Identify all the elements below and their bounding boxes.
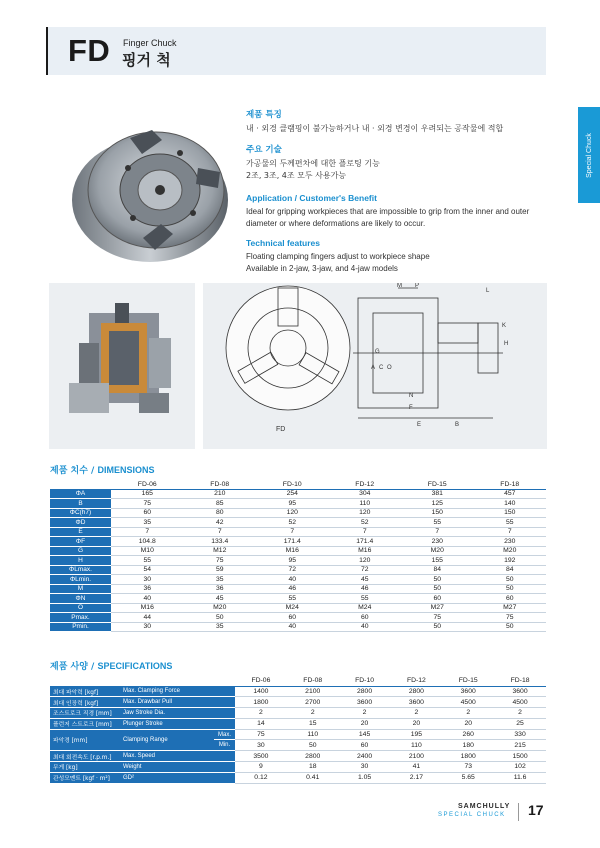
specifications-table [50,676,546,784]
dim-cell: 55 [329,594,402,604]
product-name-en: Finger Chuck [123,38,177,48]
table-row [50,622,546,632]
spec-col-header-2: FD-10 [339,676,391,686]
dim-cell: 52 [256,518,329,528]
spec-cell: 2 [339,708,391,719]
dim-cell: 50 [474,575,547,585]
dim-cell: 60 [111,508,184,518]
technical-drawing [203,283,547,449]
dim-cell: M20 [401,546,474,556]
dim-cell: 50 [474,622,547,632]
dim-row-label: ΦLmax. [50,565,111,575]
table-row [50,603,546,613]
dim-cell: 75 [401,613,474,623]
table-row [50,762,546,773]
brand-logo: SAMCHULLY [458,803,511,810]
spec-label-ko: 조스트로크 직경 [mm] [50,708,120,719]
dim-cell: M24 [329,603,402,613]
spec-cell: 9 [235,762,287,773]
dim-cell: 125 [401,499,474,509]
page-number: 17 [528,802,544,818]
dim-cell: 40 [329,622,402,632]
dim-cell: 50 [401,584,474,594]
spec-cell: 2 [287,708,339,719]
spec-cell: 30 [339,762,391,773]
dim-letter-m: M [397,283,402,289]
dim-cell: 75 [184,556,257,566]
dim-cell: 7 [256,527,329,537]
table-row [50,751,546,762]
spec-cell: 25 [494,718,546,729]
table-row [50,537,546,547]
dim-col-header-4: FD-15 [401,480,474,489]
spec-cell: 50 [287,740,339,751]
table-row [50,772,546,783]
spec-cell: 73 [442,762,494,773]
spec-cell: 2100 [287,686,339,697]
table-row [50,546,546,556]
dim-cell: M27 [401,603,474,613]
dim-row-label: ΦLmin. [50,575,111,585]
spec-cell: 1400 [235,686,287,697]
dim-col-header-0: FD-06 [111,480,184,489]
dim-cell: 60 [474,594,547,604]
spec-cell: 260 [442,729,494,740]
dim-cell: M20 [474,546,547,556]
dim-row-label: ΦC(h7) [50,508,111,518]
spec-cell: 3500 [235,751,287,762]
dim-row-label: G [50,546,111,556]
dim-row-label: B [50,499,111,509]
dim-letter-h: H [504,341,509,347]
table-row [50,527,546,537]
dim-cell: 254 [256,489,329,499]
spec-cell: 1800 [442,751,494,762]
spec-cell: 3600 [390,697,442,708]
dim-cell: 120 [329,508,402,518]
spec-col-header-3: FD-12 [390,676,442,686]
spec-cell: 5.65 [442,772,494,783]
table-row [50,575,546,585]
spec-cell: 195 [390,729,442,740]
side-tab-special-chuck [578,107,600,203]
spec-cell: 20 [390,718,442,729]
spec-label-en: Max. Clamping Force [120,686,235,697]
dim-cell: 60 [329,613,402,623]
table-row [50,584,546,594]
dim-cell: 171.4 [329,537,402,547]
dim-cell: M27 [474,603,547,613]
dim-cell: 40 [111,594,184,604]
spec-cell: 18 [287,762,339,773]
dim-row-label: Pmin. [50,622,111,632]
spec-cell: 2.17 [390,772,442,783]
en-benefit-line1: Ideal for gripping workpieces that are impossible to grip from the inner and outer [246,207,530,216]
dim-cell: 36 [111,584,184,594]
dim-row-label: ΦN [50,594,111,604]
dim-cell: 55 [256,594,329,604]
spec-cell: 60 [339,740,391,751]
dim-cell: 7 [329,527,402,537]
spec-cell: 3600 [339,697,391,708]
spec-cell: 2800 [390,686,442,697]
drawing-panel [203,283,547,449]
spec-sub-label-min: Min. [214,740,235,751]
dim-cell: 120 [329,556,402,566]
spec-cell: 1.05 [339,772,391,783]
dim-cell: 75 [111,499,184,509]
dim-cell: 44 [111,613,184,623]
spec-cell: 2100 [390,751,442,762]
spec-cell: 145 [339,729,391,740]
dim-cell: 140 [474,499,547,509]
title-bar [46,27,546,75]
dim-letter-c: C [379,365,384,371]
spec-label-en: Max. Drawbar Pull [120,697,235,708]
dim-cell: 95 [256,556,329,566]
table-row [50,686,546,697]
dim-cell: 40 [256,575,329,585]
cutaway-image-panel [49,283,195,449]
dim-cell: 104.8 [111,537,184,547]
dim-cell: 7 [111,527,184,537]
spec-label-en: GD² [120,772,235,783]
spec-cell: 2800 [339,686,391,697]
spec-cell: 110 [287,729,339,740]
dim-cell: 150 [401,508,474,518]
dim-cell: 55 [111,556,184,566]
dim-letter-e: E [417,422,422,428]
dim-cell: 72 [256,565,329,575]
specifications-heading: 제품 사양 / SPECIFICATIONS [50,661,173,672]
spec-label-en: Weight [120,762,235,773]
dim-cell: 230 [474,537,547,547]
spec-cell: 110 [390,740,442,751]
spec-col-header-4: FD-15 [442,676,494,686]
spec-cell: 20 [442,718,494,729]
spec-cell: 0.41 [287,772,339,783]
page-separator [518,803,519,821]
dim-cell: 35 [111,518,184,528]
dim-cell: 40 [256,622,329,632]
dim-col-header-2: FD-10 [256,480,329,489]
table-row [50,489,546,499]
dim-row-label: ΦF [50,537,111,547]
side-tab-label: Special Chuck [585,132,593,178]
dim-cell: 133.4 [184,537,257,547]
dim-col-header-3: FD-12 [329,480,402,489]
product-name-ko: 핑거 척 [122,51,171,69]
dim-cell: M16 [111,603,184,613]
spec-cell: 4500 [442,697,494,708]
dim-cell: 36 [184,584,257,594]
dim-cell: 210 [184,489,257,499]
spec-cell: 2700 [287,697,339,708]
dim-cell: 45 [329,575,402,585]
spec-cell: 15 [287,718,339,729]
dim-cell: 30 [111,575,184,585]
dim-cell: 50 [401,622,474,632]
table-row [50,499,546,509]
spec-cell: 3600 [494,686,546,697]
spec-cell: 102 [494,762,546,773]
dim-cell: 54 [111,565,184,575]
dim-cell: 35 [184,622,257,632]
spec-label-en: Clamping Range [120,729,214,751]
dim-cell: 45 [184,594,257,604]
dim-cell: 381 [401,489,474,499]
dim-cell: M24 [256,603,329,613]
features-block [246,108,566,275]
cutaway-image [49,283,195,449]
dim-cell: M12 [184,546,257,556]
table-row [50,508,546,518]
dim-cell: 7 [474,527,547,537]
dim-cell: 304 [329,489,402,499]
spec-cell: 1800 [235,697,287,708]
spec-cell: 180 [442,740,494,751]
dim-letter-g: G [375,349,380,355]
drawing-caption: FD [276,426,286,433]
dim-col-header-5: FD-18 [474,480,547,489]
dim-cell: 150 [474,508,547,518]
dim-cell: 55 [401,518,474,528]
spec-sub-label-max: Max. [214,729,235,740]
dim-cell: 80 [184,508,257,518]
dim-cell: 50 [184,613,257,623]
dim-row-label: M [50,584,111,594]
ko-feature-text: 내 · 외경 클램핑이 불가능하거나 내 · 외경 변경이 우려되는 공작물에 적합 [246,124,504,133]
spec-cell: 14 [235,718,287,729]
dim-row-label: E [50,527,111,537]
spec-label-en: Max. Speed [120,751,235,762]
dim-cell: 52 [329,518,402,528]
spec-cell: 75 [235,729,287,740]
spec-cell: 330 [494,729,546,740]
en-tech-heading: Technical features [246,238,321,248]
dim-letter-o: O [387,365,392,371]
ko-feature-heading: 제품 특징 [246,110,282,120]
dim-cell: 50 [401,575,474,585]
spec-cell: 41 [390,762,442,773]
spec-cell: 2 [390,708,442,719]
spec-cell: 2 [235,708,287,719]
dim-cell: 171.4 [256,537,329,547]
spec-cell: 2800 [287,751,339,762]
spec-label-en: Plunger Stroke [120,718,235,729]
table-row [50,708,546,719]
spec-cell: 4500 [494,697,546,708]
dim-letter-b: B [455,422,460,428]
spec-cell: 3600 [442,686,494,697]
dim-cell: 50 [474,584,547,594]
spec-label-en: Jaw Stroke Dia. [120,708,235,719]
dim-letter-f: F [409,405,413,411]
spec-label-ko: 관성모멘트 [kgf · m²] [50,772,120,783]
dim-letter-p: P [415,283,420,289]
table-row [50,718,546,729]
dim-col-header-1: FD-08 [184,480,257,489]
spec-cell: 20 [339,718,391,729]
dim-cell: 55 [474,518,547,528]
en-tech-line2: Available in 2-jaw, 3-jaw, and 4-jaw models [246,264,398,273]
dim-cell: 84 [401,565,474,575]
en-tech-line1: Floating clamping fingers adjust to workpiece shape [246,252,430,261]
dim-cell: 165 [111,489,184,499]
dim-cell: 230 [401,537,474,547]
dim-cell: 120 [256,508,329,518]
spec-label-ko: 파악경 [mm] [50,729,120,751]
spec-cell: 30 [235,740,287,751]
spec-cell: 0.12 [235,772,287,783]
ko-tech-line1: 가공물의 두께편차에 대한 플로팅 기능 [246,159,380,168]
dim-cell: 192 [474,556,547,566]
dim-cell: 60 [401,594,474,604]
dim-cell: 457 [474,489,547,499]
dim-cell: 85 [184,499,257,509]
table-row [50,729,546,740]
spec-label-ko: 최대 인장력 [kgf] [50,697,120,708]
dim-row-label: H [50,556,111,566]
dim-row-label: O [50,603,111,613]
dim-letter-k: K [502,323,507,329]
dim-letter-l: L [486,288,490,294]
brand-tagline: SPECIAL CHUCK [438,812,506,818]
dim-cell: 59 [184,565,257,575]
table-row [50,697,546,708]
dim-letter-n: N [409,393,414,399]
ko-tech-line2: 2조, 3조, 4조 모두 사용가능 [246,171,347,180]
product-photo [58,108,233,268]
dim-row-label: ΦA [50,489,111,499]
dim-cell: 7 [184,527,257,537]
dim-cell: M16 [329,546,402,556]
dim-cell: M16 [256,546,329,556]
spec-cell: 1500 [494,751,546,762]
spec-cell: 2400 [339,751,391,762]
dim-cell: 30 [111,622,184,632]
table-row [50,518,546,528]
dim-cell: 72 [329,565,402,575]
spec-cell: 2 [442,708,494,719]
dim-cell: 7 [401,527,474,537]
dim-cell: 110 [329,499,402,509]
dimensions-heading: 제품 치수 / DIMENSIONS [50,465,155,476]
dim-cell: 155 [401,556,474,566]
table-row [50,594,546,604]
spec-label-ko: 최대 회전속도 [r.p.m.] [50,751,120,762]
spec-label-ko: 플런저 스트로크 [mm] [50,718,120,729]
dim-cell: 46 [256,584,329,594]
dim-cell: 46 [329,584,402,594]
spec-label-ko: 무게 [kg] [50,762,120,773]
dimensions-table [50,480,546,632]
dim-row-label: ΦD [50,518,111,528]
table-row [50,556,546,566]
dim-letter-a: A [371,365,376,371]
table-row [50,565,546,575]
spec-col-header-5: FD-18 [494,676,546,686]
spec-col-header-0: FD-06 [235,676,287,686]
table-row [50,613,546,623]
product-code: FD [68,33,111,68]
spec-cell: 215 [494,740,546,751]
ko-tech-heading: 주요 기술 [246,145,282,155]
dim-cell: 60 [256,613,329,623]
spec-cell: 11.6 [494,772,546,783]
en-benefit-line2: diameter or where deformations are likely to occur. [246,219,426,228]
spec-col-header-1: FD-08 [287,676,339,686]
dim-cell: 95 [256,499,329,509]
spec-label-ko: 최대 파악력 [kgf] [50,686,120,697]
en-benefit-heading: Application / Customer's Benefit [246,193,377,203]
dim-row-label: Pmax. [50,613,111,623]
dim-cell: 84 [474,565,547,575]
spec-cell: 2 [494,708,546,719]
dim-cell: 35 [184,575,257,585]
dim-cell: 75 [474,613,547,623]
dim-cell: M10 [111,546,184,556]
dim-cell: M20 [184,603,257,613]
dim-cell: 42 [184,518,257,528]
